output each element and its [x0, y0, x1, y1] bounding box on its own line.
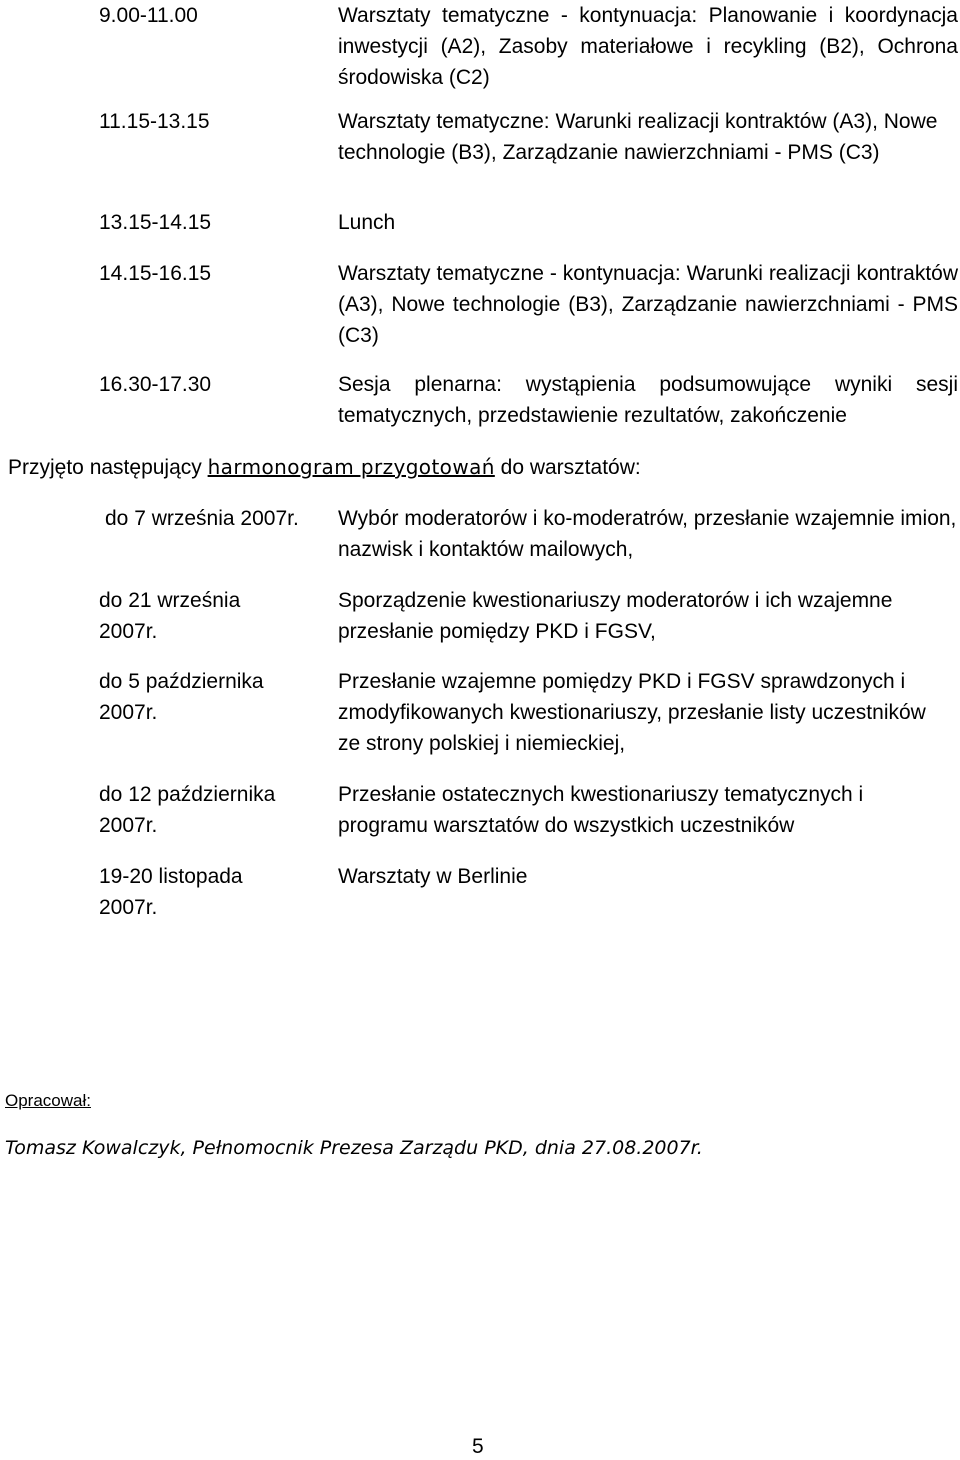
timeline-date: do 21 września 2007r.: [99, 589, 241, 643]
intro-text-after: do warsztatów:: [494, 456, 641, 479]
schedule-time: 11.15-13.15: [99, 110, 210, 133]
author-signature: Tomasz Kowalczyk, Pełnomocnik Prezesa Zarządu PKD, dnia 27.08.2007r.: [5, 1137, 703, 1159]
schedule-time: 9.00-11.00: [99, 4, 198, 27]
timeline-date: do 5 października 2007r.: [99, 670, 264, 724]
timeline-description: Wybór moderatorów i ko-moderatrów, przesłanie wzajemnie imion, nazwisk i kontaktów mailowych,: [338, 507, 957, 561]
schedule-time: 16.30-17.30: [99, 373, 212, 396]
timeline-description: Warsztaty w Berlinie: [338, 865, 528, 888]
timeline-description: Przesłanie ostatecznych kwestionariuszy tematycznych i programu warsztatów do wszystkich uczestników: [338, 783, 864, 837]
timeline-description: Sporządzenie kwestionariuszy moderatorów i ich wzajemne przesłanie pomiędzy PKD i FGSV,: [338, 589, 893, 643]
schedule-time: 14.15-16.15: [99, 262, 212, 285]
timeline-date: do 7 września 2007r.: [105, 507, 299, 530]
timeline-date: do 12 października 2007r.: [99, 783, 276, 837]
schedule-description: Warsztaty tematyczne - kontynuacja: Warunki realizacji kontraktów (A3), Nowe technologie (B3), Zarządzanie nawierzchniami - PMS (C3): [338, 262, 958, 347]
prepared-by-label: Opracował:: [5, 1091, 91, 1110]
timeline-date: 19-20 listopada 2007r.: [99, 865, 243, 919]
schedule-description: Warsztaty tematyczne: Warunki realizacji kontraktów (A3), Nowe technologie (B3), Zarządzanie nawierzchniami - PMS (C3): [338, 110, 938, 164]
harmonogram-link[interactable]: harmonogram przygotowań: [207, 455, 495, 479]
page-number: 5: [472, 1435, 484, 1458]
timeline-intro: [8, 452, 641, 483]
intro-text-before: Przyjęto następujący: [8, 456, 208, 479]
schedule-description: Warsztaty tematyczne - kontynuacja: Planowanie i koordynacja inwestycji (A2), Zasoby materiałowe i recykling (B2), Ochrona środowiska (C2): [338, 4, 958, 89]
timeline-description: Przesłanie wzajemne pomiędzy PKD i FGSV sprawdzonych i zmodyfikowanych kwestionariuszy, przesłanie listy uczestników ze strony polskiej i niemieckiej,: [338, 670, 926, 755]
schedule-description: Sesja plenarna: wystąpienia podsumowujące wyniki sesji tematycznych, przedstawienie rezultatów, zakończenie: [338, 373, 958, 427]
schedule-description: Lunch: [338, 211, 396, 234]
schedule-time: 13.15-14.15: [99, 211, 212, 234]
